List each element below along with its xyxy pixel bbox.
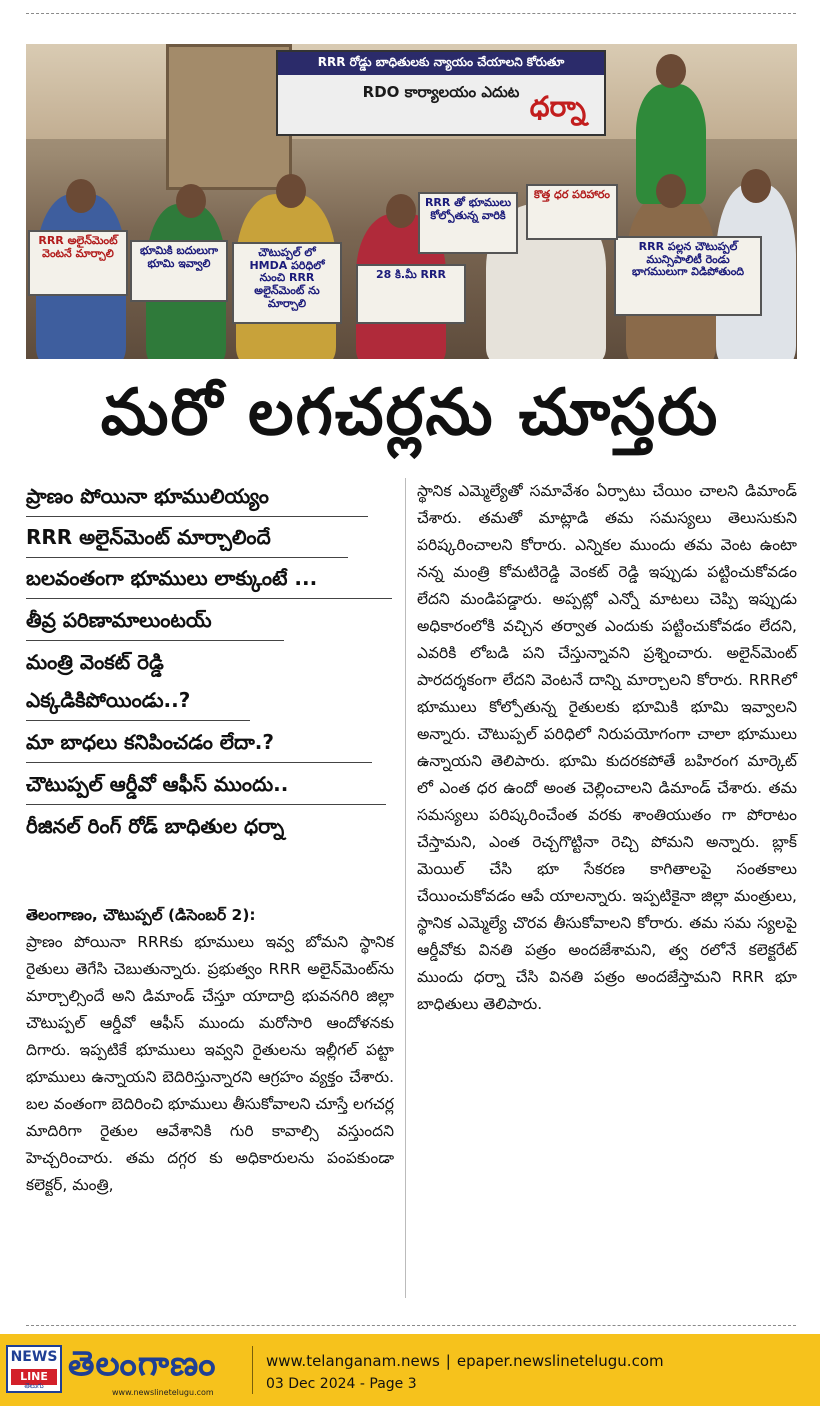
placard: RRR తో భూములు కోల్పోతున్న వారికి (418, 192, 518, 254)
subheadline: ప్రాణం పోయినా భూములియ్యం (26, 484, 269, 508)
logo-line-text: LINE (11, 1369, 57, 1385)
dateline: తెలంగాణం, చౌటుప్పల్ (డిసెంబర్ 2): (26, 906, 256, 924)
subheadline: రీజినల్ రింగ్ రోడ్ బాధితుల ధర్నా (26, 814, 285, 838)
brand-name: తెలంగాణం (68, 1344, 217, 1384)
subheadline-underline (26, 720, 250, 721)
subheadline-underline (26, 598, 392, 599)
placard: 28 కి.మీ RRR (356, 264, 466, 324)
edition-date-page: 03 Dec 2024 - Page 3 (266, 1376, 417, 1392)
protester-head (66, 179, 96, 213)
footer-bar (0, 1334, 820, 1406)
subheadline: చౌటుప్పల్ ఆర్డీవో ఆఫీస్ ముందు.. (26, 772, 289, 796)
link-separator: | (445, 1352, 451, 1370)
placard: భూమికి బదులుగా భూమి ఇవ్వాలి (130, 240, 228, 302)
placard: RRR అలైన్‌మెంట్ వెంటనే మార్చాలి (28, 230, 128, 296)
placard: RRR పల్లన చౌటుప్పల్ మున్సిపాలిటీ రెండు భాగములుగా విడిపోతుంది (614, 236, 762, 316)
banner-mid-text: RDO కార్యాలయం ఎదుట (362, 83, 520, 101)
protester-head (656, 174, 686, 208)
article-left-text: ప్రాణం పోయినా RRRకు భూములు ఇవ్వ బోమని స్థానిక రైతులు తెగేసి చెబుతున్నారు. ప్రభుత్వం RRR అలైన్‌మెంట్‌ను మార్చాల్సిందే అని డిమాండ్ చేస్తూ యాదాద్రి భువనగిరి జిల్లా చౌటుప్పల్ ఆర్డీవో ఆఫీస్ ముందు మరోసారి ఆందోళనకు దిగారు. ఇప్పటికే భూములు ఇవ్వని రైతులను ఇల్లీగల్ పట్టా భూములు ఉన్నాయని బెదిరిస్తున్నారని ఆగ్రహం వ్యక్తం చేశారు. బల వంతంగా బెదిరించి భూములు తీసుకోవాలని చూస్తే లగచర్ల మాదిరిగా రైతుల ఆవేశానికి గురి కావాల్సి వస్తుందని హెచ్చరించారు. తమ దగ్గర కు అధికారులను పంపకుండా కలెక్టర్, మంత్రి, (26, 933, 394, 1194)
footer-separator-line (252, 1346, 253, 1394)
subheadline-underline (26, 804, 386, 805)
subheadline: బలవంతంగా భూములు లాక్కుంటే ... (26, 566, 318, 590)
bottom-dashed-divider (26, 1325, 796, 1326)
subheadline: ఎక్కడికిపోయిండు..? (26, 688, 191, 712)
logo-small-text: తెలుగు (24, 1382, 44, 1390)
footer-links (266, 1352, 664, 1370)
protest-photo (26, 44, 797, 359)
subheadline-underline (26, 557, 348, 558)
article-left-column (26, 875, 394, 1199)
column-divider (405, 478, 406, 1298)
subheadline: తీవ్ర పరిణామాలుంటయ్ (26, 608, 212, 632)
subheadline: RRR అలైన్‌మెంట్ మార్చాలిందే (26, 525, 271, 549)
placard: కొత్త ధర పరిహారం (526, 184, 618, 240)
protester-head (276, 174, 306, 208)
logo-news-text: NEWS (10, 1349, 58, 1365)
banner-right-text: ధర్నా (529, 90, 586, 123)
protester-head (656, 54, 686, 88)
protester-head (176, 184, 206, 218)
epaper-link[interactable]: epaper.newslinetelugu.com (456, 1352, 664, 1370)
subheadline-underline (26, 516, 368, 517)
newsline-logo (6, 1345, 62, 1393)
subheadline-underline (26, 640, 284, 641)
subheadline: మా బాధలు కనిపించడం లేదా.? (26, 730, 274, 754)
protester-head (386, 194, 416, 228)
top-dashed-divider (26, 13, 796, 14)
subheadline: మంత్రి వెంకట్ రెడ్డి (26, 650, 164, 674)
headline: మరో లగచర్లను చూస్తరు (100, 376, 720, 450)
telanganam-link[interactable]: www.telanganam.news (266, 1352, 440, 1370)
banner-top-text: RRR రోడ్డు బాధితులకు న్యాయం చేయాలని కోరుతూ (278, 52, 604, 75)
brand-url: www.newslinetelugu.com (112, 1388, 214, 1397)
placard: చౌటుప్పల్ లో HMDA పరిధిలో నుంచి RRR అలైన్‌మెంట్ ను మార్చాలి (232, 242, 342, 324)
article-right-column: స్థానిక ఎమ్మెల్యేతో సమావేశం ఏర్పాటు చేయిం చాలని డిమాండ్ చేశారు. తమతో మాట్లాడి తమ సమస్యలు తెలుసుకుని పరిష్కరించాలని కోరారు. ఎన్నికల ముందు తమ వెంట ఉంటా నన్న మంత్రి కోమటిరెడ్డి వెంకట్ రెడ్డి ఇప్పుడు పట్టించుకోవడం లేదని మండిపడ్డారు. అప్పట్లో ఎన్నో మాటలు చెప్పి ఇప్పుడు అధికారంలోకి వచ్చిన తర్వాత ఎందుకు పట్టించుకోవడం లేదని, ఎవరికి లోబడి పని చేస్తున్నావని ప్రశ్నించారు. అలైన్‌మెంట్ పారదర్శకంగా లేదని వెంటనే దాన్ని మార్చాలని కోరారు. RRRలో భూములు కోల్పోతున్న రైతులకు భూమికి భూమి ఇవ్వాలని అన్నారు. చౌటుప్పల్ పరిధిలో నిరుపయోగంగా చాలా భూములు ఉన్నాయని తెలిపారు. భూమి కుదరకపోతే బహిరంగ మార్కెట్ లో ఎంత ధర ఉందో అంత చెల్లించాలని డిమాండ్ చేశారు. తమ సమస్యలు పరిష్కరించేంత వరకు శాంతియుతం గా పోరాటం చేస్తామని, ఎంత రెచ్చగొట్టినా రెచ్చి పోమని అన్నారు. బ్లాక్ మెయిల్ చేసి భూ సేకరణ కాగితాలపై సంతకాలు చేయించుకోవడం ఆపే యాలన్నారు. ఇప్పటికైనా జిల్లా మంత్రులు, స్థానిక ఎమ్మెల్యే చొరవ తీసుకోవాలని కోరారు. తమ సమ స్యలపై ఆర్డీవోకు వినతి పత్రం అందజేశామని, త్వ రలోనే కలెక్టరేట్ ముందు ధర్నా చేసి వినతి పత్రం అందజేస్తామని RRR భూ బాధితులు తెలిపారు. (417, 482, 797, 1013)
subheadline-underline (26, 762, 372, 763)
protest-banner (276, 50, 606, 136)
protester-head (741, 169, 771, 203)
photo-doorway (166, 44, 292, 190)
